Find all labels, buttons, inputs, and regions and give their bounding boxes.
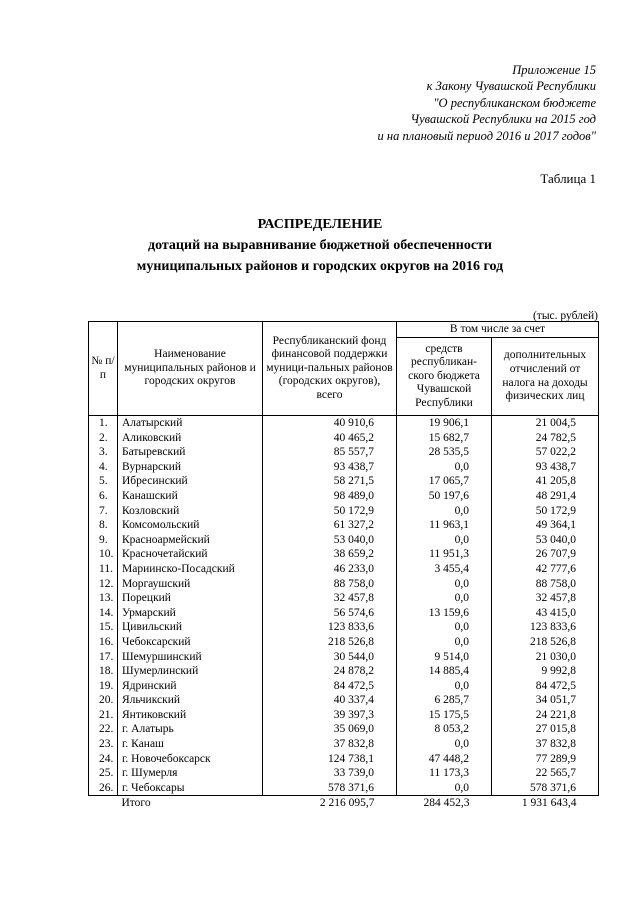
table-row: [89, 752, 599, 767]
cell-republic: 0,0: [397, 591, 492, 606]
cell-republic: 9 514,0: [397, 650, 492, 665]
cell-no: 22.: [89, 722, 118, 737]
table-row: [89, 650, 599, 665]
cell-no: 15.: [89, 620, 118, 635]
cell-republic: 47 448,2: [397, 752, 492, 767]
cell-fund: 38 659,2: [263, 547, 397, 562]
cell-republic: 0,0: [397, 460, 492, 475]
table-row: [89, 431, 599, 446]
distribution-table: [88, 321, 599, 811]
cell-no: 3.: [89, 445, 118, 460]
cell-no: 11.: [89, 562, 118, 577]
cell-extra: 34 051,7: [492, 693, 599, 708]
cell-republic: 50 197,6: [397, 489, 492, 504]
table-row: [89, 737, 599, 752]
cell-extra: 84 472,5: [492, 679, 599, 694]
cell-name: г. Новочебоксарск: [118, 752, 263, 767]
cell-republic: 0,0: [397, 635, 492, 650]
cell-no: 14.: [89, 606, 118, 621]
cell-name: г. Чебоксары: [118, 781, 263, 796]
cell-name: Комсомольский: [118, 518, 263, 533]
cell-extra: 123 833,6: [492, 620, 599, 635]
cell-name: Ибресинский: [118, 474, 263, 489]
cell-name: Мариинско-Посадский: [118, 562, 263, 577]
cell-name: Аликовский: [118, 431, 263, 446]
cell-fund: 40 337,4: [263, 693, 397, 708]
cell-fund: 84 472,5: [263, 679, 397, 694]
appendix-line: Приложение 15: [512, 63, 596, 77]
cell-republic: 11 951,3: [397, 547, 492, 562]
cell-no: 16.: [89, 635, 118, 650]
cell-no: 26.: [89, 781, 118, 796]
cell-fund: 124 738,1: [263, 752, 397, 767]
table-row: [89, 635, 599, 650]
total-fund: 2 216 095,7: [319, 797, 375, 810]
cell-extra: 21 030,0: [492, 650, 599, 665]
appendix-line: и на плановый период 2016 и 2017 годов": [377, 128, 596, 143]
cell-extra: 218 526,8: [492, 635, 599, 650]
cell-extra: 77 289,9: [492, 752, 599, 767]
cell-fund: 24 878,2: [263, 664, 397, 679]
cell-no: 21.: [89, 708, 118, 723]
cell-fund: 58 271,5: [263, 474, 397, 489]
table-row: [89, 577, 599, 592]
cell-fund: 46 233,0: [263, 562, 397, 577]
table-row: [89, 606, 599, 621]
cell-republic: 0,0: [397, 533, 492, 548]
cell-no: 5.: [89, 474, 118, 489]
cell-no: 23.: [89, 737, 118, 752]
header-including: В том числе за счет: [397, 322, 599, 338]
cell-extra: 50 172,9: [492, 504, 599, 519]
appendix-header: [296, 62, 596, 144]
cell-name: Вурнарский: [118, 460, 263, 475]
units-note: (тыс. рублей): [532, 310, 598, 322]
cell-republic: 3 455,4: [397, 562, 492, 577]
cell-republic: 15 682,7: [397, 431, 492, 446]
cell-republic: 8 053,2: [397, 722, 492, 737]
cell-name: Красночетайский: [118, 547, 263, 562]
cell-fund: 85 557,7: [263, 445, 397, 460]
table-row: [89, 708, 599, 723]
table-row: [89, 591, 599, 606]
cell-republic: 17 065,7: [397, 474, 492, 489]
cell-no: 24.: [89, 752, 118, 767]
total-name: Итого: [121, 797, 151, 810]
cell-extra: 22 565,7: [492, 766, 599, 781]
title-line-1: РАСПРЕДЕЛЕНИЕ: [257, 217, 383, 232]
cell-fund: 61 327,2: [263, 518, 397, 533]
cell-republic: 15 175,5: [397, 708, 492, 723]
cell-extra: 43 415,0: [492, 606, 599, 621]
cell-republic: 11 963,1: [397, 518, 492, 533]
cell-name: Цивильский: [118, 620, 263, 635]
cell-name: Шумерлинский: [118, 664, 263, 679]
cell-republic: 28 535,5: [397, 445, 492, 460]
cell-no: 9.: [89, 533, 118, 548]
cell-extra: 48 291,4: [492, 489, 599, 504]
cell-republic: 19 906,1: [397, 416, 492, 431]
cell-republic: 0,0: [397, 620, 492, 635]
cell-no: 6.: [89, 489, 118, 504]
cell-name: Канашский: [118, 489, 263, 504]
table-row: [89, 445, 599, 460]
cell-fund: 37 832,8: [263, 737, 397, 752]
table-row: [89, 489, 599, 504]
document-title: [0, 214, 640, 277]
table-row: [89, 781, 599, 796]
cell-no: 12.: [89, 577, 118, 592]
total-row: [89, 796, 599, 811]
cell-no: 19.: [89, 679, 118, 694]
table-row: [89, 460, 599, 475]
table-row: [89, 416, 599, 431]
cell-no: 13.: [89, 591, 118, 606]
cell-no: 2.: [89, 431, 118, 446]
cell-no: 10.: [89, 547, 118, 562]
table-row: [89, 722, 599, 737]
appendix-line: "О республиканском бюджете: [433, 95, 596, 110]
cell-fund: 33 739,0: [263, 766, 397, 781]
table-row: [89, 693, 599, 708]
cell-name: г. Алатырь: [118, 722, 263, 737]
cell-name: г. Шумерля: [118, 766, 263, 781]
total-empty: [89, 796, 118, 811]
cell-no: 25.: [89, 766, 118, 781]
cell-fund: 218 526,8: [263, 635, 397, 650]
table-row: [89, 504, 599, 519]
cell-name: Ядринский: [118, 679, 263, 694]
cell-extra: 37 832,8: [492, 737, 599, 752]
table-row: [89, 518, 599, 533]
cell-republic: 0,0: [397, 577, 492, 592]
cell-no: 20.: [89, 693, 118, 708]
table-row: [89, 679, 599, 694]
cell-extra: 49 364,1: [492, 518, 599, 533]
cell-fund: 39 397,3: [263, 708, 397, 723]
cell-no: 1.: [89, 416, 118, 431]
cell-fund: 98 489,0: [263, 489, 397, 504]
cell-name: Урмарский: [118, 606, 263, 621]
cell-fund: 56 574,6: [263, 606, 397, 621]
cell-fund: 30 544,0: [263, 650, 397, 665]
header-fund: Республиканский фонд финансовой поддержки муници-пальных районов (городских округов), всего: [263, 322, 397, 416]
cell-extra: 24 782,5: [492, 431, 599, 446]
cell-name: Моргаушский: [118, 577, 263, 592]
cell-republic: 6 285,7: [397, 693, 492, 708]
cell-fund: 40 910,6: [263, 416, 397, 431]
cell-name: Красноармейский: [118, 533, 263, 548]
cell-extra: 27 015,8: [492, 722, 599, 737]
cell-no: 18.: [89, 664, 118, 679]
cell-extra: 41 205,8: [492, 474, 599, 489]
cell-fund: 50 172,9: [263, 504, 397, 519]
table-row: [89, 620, 599, 635]
cell-extra: 578 371,6: [492, 781, 599, 796]
cell-fund: 93 438,7: [263, 460, 397, 475]
table-row: [89, 533, 599, 548]
cell-name: Яльчикский: [118, 693, 263, 708]
cell-extra: 57 022,2: [492, 445, 599, 460]
header-name: Наименование муниципальных районов и городских округов: [118, 322, 263, 416]
cell-fund: 123 833,6: [263, 620, 397, 635]
cell-name: Козловский: [118, 504, 263, 519]
table-row: [89, 766, 599, 781]
cell-name: г. Канаш: [118, 737, 263, 752]
cell-no: 17.: [89, 650, 118, 665]
cell-no: 7.: [89, 504, 118, 519]
header-no: № п/п: [89, 322, 118, 416]
cell-republic: 0,0: [397, 737, 492, 752]
cell-extra: 26 707,9: [492, 547, 599, 562]
cell-no: 8.: [89, 518, 118, 533]
header-extra: дополнительных отчислений от налога на доходы физических лиц: [492, 338, 599, 416]
cell-fund: 88 758,0: [263, 577, 397, 592]
cell-extra: 32 457,8: [492, 591, 599, 606]
total-extra: 1 931 643,4: [521, 797, 577, 810]
table-row: [89, 562, 599, 577]
appendix-line: Чувашской Республики на 2015 год: [410, 112, 596, 127]
cell-extra: 42 777,6: [492, 562, 599, 577]
table-row: [89, 474, 599, 489]
cell-name: Алатырский: [118, 416, 263, 431]
title-line-3: муниципальных районов и городских округов на 2016 год: [136, 259, 504, 274]
cell-fund: 35 069,0: [263, 722, 397, 737]
cell-extra: 88 758,0: [492, 577, 599, 592]
appendix-line: к Закону Чувашской Республики: [426, 79, 596, 94]
cell-republic: 13 159,6: [397, 606, 492, 621]
cell-name: Янтиковский: [118, 708, 263, 723]
table-row: [89, 664, 599, 679]
cell-fund: 578 371,6: [263, 781, 397, 796]
cell-name: Батыревский: [118, 445, 263, 460]
cell-extra: 93 438,7: [492, 460, 599, 475]
cell-fund: 53 040,0: [263, 533, 397, 548]
cell-republic: 0,0: [397, 679, 492, 694]
cell-name: Порецкий: [118, 591, 263, 606]
header-republic: средств республикан-ского бюджета Чувашской Республики: [397, 338, 492, 416]
total-republic: 284 452,3: [423, 797, 470, 810]
cell-name: Шемуршинский: [118, 650, 263, 665]
cell-republic: 0,0: [397, 781, 492, 796]
cell-fund: 40 465,2: [263, 431, 397, 446]
cell-republic: 11 173,3: [397, 766, 492, 781]
table-label: Таблица 1: [540, 171, 596, 186]
cell-republic: 14 885,4: [397, 664, 492, 679]
cell-republic: 0,0: [397, 504, 492, 519]
cell-extra: 53 040,0: [492, 533, 599, 548]
cell-extra: 21 004,5: [492, 416, 599, 431]
title-line-2: дотаций на выравнивание бюджетной обеспеченности: [147, 238, 492, 253]
cell-fund: 32 457,8: [263, 591, 397, 606]
cell-extra: 9 992,8: [492, 664, 599, 679]
cell-extra: 24 221,8: [492, 708, 599, 723]
cell-name: Чебоксарский: [118, 635, 263, 650]
cell-no: 4.: [89, 460, 118, 475]
table-row: [89, 547, 599, 562]
